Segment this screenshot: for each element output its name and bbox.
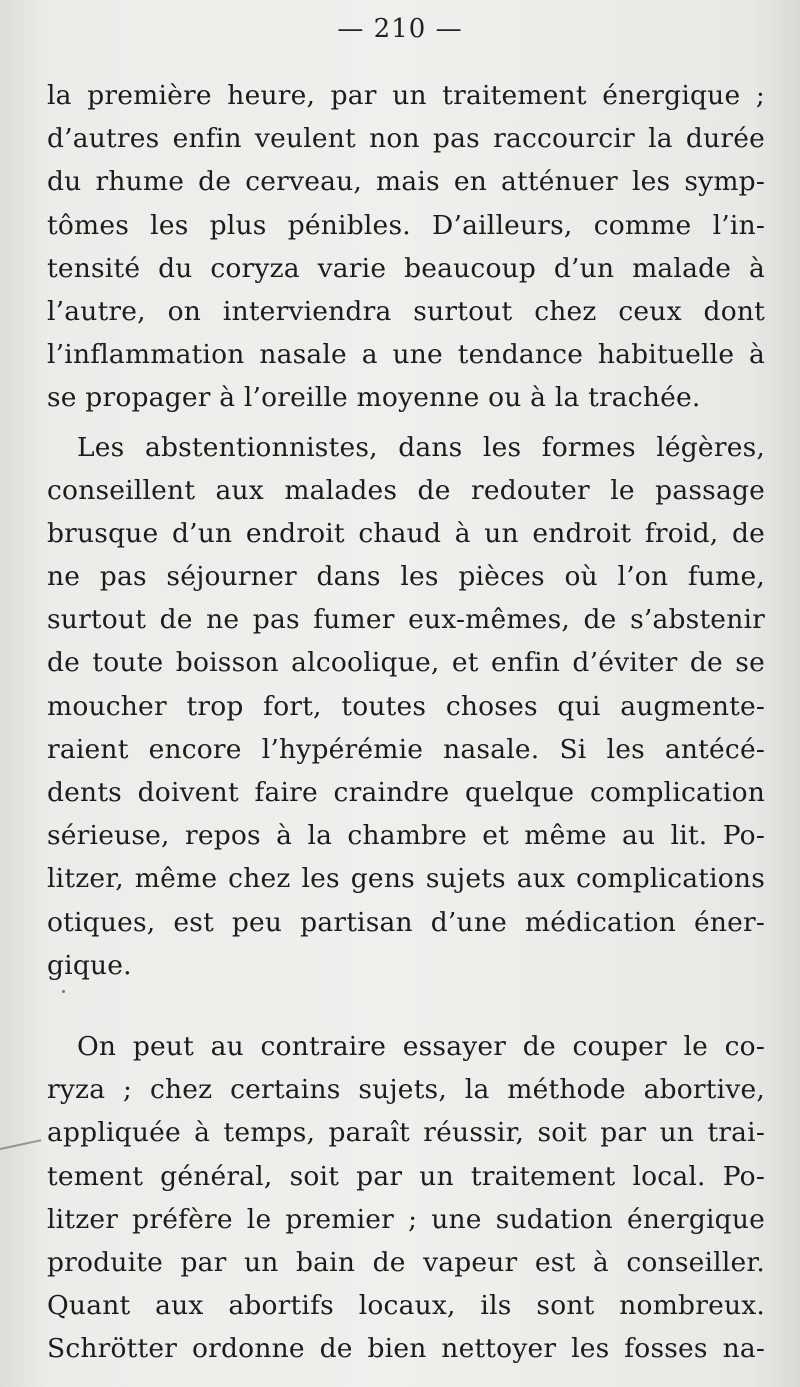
paragraph-3 — [47, 1025, 765, 1371]
text-line: la première heure, par un traitement énergique ; — [47, 80, 765, 111]
text-line: On peut au contraire essayer de couper le co- — [77, 1030, 765, 1062]
text-line: litzer préfère le premier ; une sudation énergique — [47, 1203, 765, 1235]
text-line: ryza ; chez certains sujets, la méthode abortive, — [47, 1074, 765, 1106]
text-line: dents doivent faire craindre quelque complication — [47, 777, 765, 808]
text-line: gique. — [47, 949, 132, 981]
text-line: Schrötter ordonne de bien nettoyer les fosses na- — [47, 1333, 765, 1365]
text-line: surtout de ne pas fumer eux-mêmes, de s’abstenir — [47, 604, 765, 636]
text-line: otiques, est peu partisan d’une médication éner- — [47, 906, 765, 938]
page-number: — 210 — — [337, 14, 463, 44]
text-column — [47, 74, 765, 1370]
text-line: l’autre, on interviendra surtout chez ceux dont — [47, 295, 765, 327]
margin-pencil-mark — [0, 1139, 41, 1150]
text-line: litzer, même chez les gens sujets aux complications — [47, 863, 765, 895]
text-line: de toute boisson alcoolique, et enfin d’éviter de se — [47, 647, 765, 679]
text-line: tômes les plus pénibles. D’ailleurs, comme l’in- — [47, 209, 765, 241]
text-line: tement général, soit par un traitement local. Po- — [47, 1160, 765, 1192]
text-line: sérieuse, repos à la chambre et même au lit. Po- — [47, 820, 765, 852]
text-line: Les abstentionnistes, dans les formes légères, — [77, 431, 765, 463]
paragraph-2 — [47, 426, 765, 987]
text-line: raient encore l’hypérémie nasale. Si les antécé- — [47, 733, 765, 765]
text-line: produite par un bain de vapeur est à conseiller. — [47, 1246, 765, 1278]
text-line: se propager à l’oreille moyenne ou à la trachée. — [47, 382, 701, 414]
text-line: conseillent aux malades de redouter le passage — [47, 474, 765, 506]
text-line: du rhume de cerveau, mais en atténuer les symp- — [47, 166, 765, 198]
text-line: appliquée à temps, paraît réussir, soit par un trai- — [47, 1117, 765, 1149]
paragraph-spacer — [47, 987, 765, 1025]
text-line: tensité du coryza varie beaucoup d’un malade à — [47, 252, 765, 284]
text-line: moucher trop fort, toutes choses qui augmente- — [47, 690, 765, 722]
text-line: brusque d’un endroit chaud à un endroit froid, de — [47, 517, 765, 549]
text-line: d’autres enfin veulent non pas raccourcir la durée — [47, 123, 765, 155]
text-line: l’inflammation nasale a une tendance habituelle à — [47, 339, 765, 371]
paragraph-1 — [47, 74, 765, 420]
text-line: Quant aux abortifs locaux, ils sont nombreux. — [47, 1290, 765, 1322]
text-line: ne pas séjourner dans les pièces où l’on fume, — [47, 561, 765, 593]
